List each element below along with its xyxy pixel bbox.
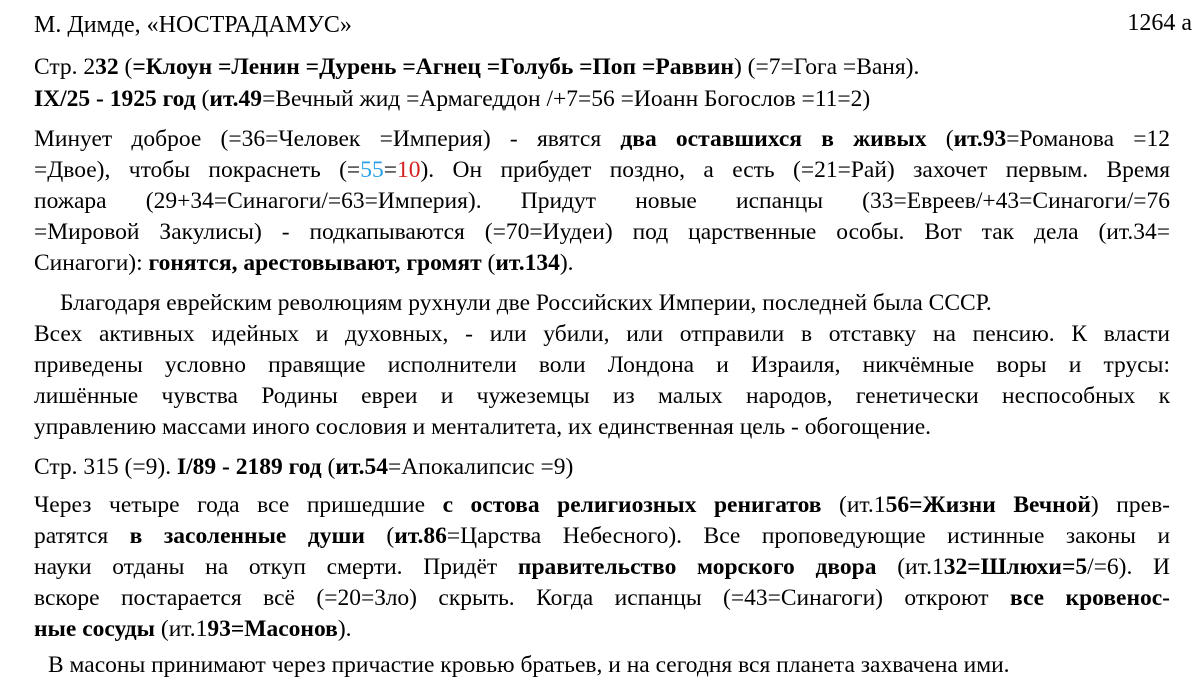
bold-text: =Клоун =Ленин =Дурень =Агнец =Голубь =Поп =Раввин bbox=[132, 54, 734, 80]
bold-text: ит.49 bbox=[209, 86, 263, 112]
text-run: =Двое), чтобы покраснеть (= bbox=[34, 157, 361, 183]
text-run: вскоре постарается всё (=20=Зло) скрыть. Когда испанцы (=43=Синагоги) откроют bbox=[34, 585, 1010, 611]
bold-text: ные сосуды bbox=[34, 616, 155, 642]
text-run: приведены условно правящие исполнители воли Лондона и Израиля, никчёмные воры и трусы: bbox=[34, 352, 1170, 378]
text-run: Стр. 315 (=9). bbox=[34, 454, 177, 480]
text-line bbox=[60, 288, 992, 318]
text-run: Минует доброе (=36=Человек =Империя) - явятся bbox=[34, 126, 621, 152]
text-run: Через четыре года все пришедшие bbox=[34, 492, 443, 518]
red-number: 10 bbox=[396, 157, 421, 183]
text-run: (ит.1 bbox=[876, 554, 944, 580]
text-line bbox=[34, 52, 919, 82]
text-run: Всех активных идейных и духовных, - или убили, или отправили в отставку на пенсию. К власти bbox=[34, 321, 1170, 347]
text-line bbox=[34, 452, 573, 482]
text-run: ( bbox=[321, 454, 336, 480]
text-run: (ит.1 bbox=[821, 492, 886, 518]
text-line bbox=[34, 350, 1170, 380]
text-run: пожара (29+34=Синагоги/=63=Империя). Придут новые испанцы (33=Евреев/+43=Синагоги/=76 bbox=[34, 188, 1170, 214]
bold-text: два оставшихся в живых bbox=[620, 126, 927, 152]
text-line bbox=[34, 412, 931, 442]
text-run: =Романова =12 bbox=[1006, 126, 1170, 152]
text-line bbox=[34, 248, 574, 278]
text-run: лишённые чувства Родины евреи и чужеземцы из малых народов, генетически неспособных к bbox=[34, 383, 1170, 409]
text-run: ) прев- bbox=[1090, 492, 1170, 518]
text-run: ( bbox=[364, 523, 395, 549]
text-line bbox=[48, 650, 1010, 680]
text-run: Благодаря еврейским революциям рухнули две Российских Империи, последней была СССР. bbox=[60, 290, 992, 316]
bold-text: все кровенос- bbox=[1009, 585, 1170, 611]
text-run: /=6). И bbox=[1087, 554, 1170, 580]
text-run: управлению массами иного сословия и менталитета, их единственная цель - обогощение. bbox=[34, 414, 932, 440]
bold-text: в засоленные души bbox=[129, 523, 365, 549]
text-run: ( bbox=[118, 54, 133, 80]
bold-text: 32=Шлюхи=5 bbox=[943, 554, 1088, 580]
text-run: Синагоги): bbox=[34, 250, 149, 276]
text-line bbox=[34, 155, 1170, 185]
text-run: ( bbox=[481, 250, 496, 276]
header-author-title: М. Димде, «НОСТРАДАМУС» bbox=[34, 12, 352, 38]
text-line bbox=[34, 583, 1170, 613]
text-run: ) (=7=Гога =Ваня). bbox=[733, 54, 920, 80]
bold-text: 56=Жизни Вечной bbox=[885, 492, 1091, 518]
blue-number: 55 bbox=[360, 157, 384, 183]
text-line bbox=[34, 124, 1170, 154]
text-line bbox=[34, 490, 1170, 520]
text-run: В масоны принимают через причастие кровью братьев, и на сегодня вся планета захвачена ими. bbox=[48, 652, 1010, 678]
text-run: ). bbox=[337, 616, 352, 642]
text-run: = bbox=[383, 157, 397, 183]
text-run: ратятся bbox=[34, 523, 130, 549]
text-line bbox=[34, 186, 1170, 216]
text-run: Стр. 2 bbox=[34, 54, 96, 80]
text-run: =Вечный жид =Армагеддон /+7=56 =Иоанн Богослов =11=2) bbox=[262, 86, 871, 112]
text-line bbox=[34, 552, 1170, 582]
bold-text: ит.93 bbox=[953, 126, 1007, 152]
text-run: =Мировой Закулисы) - подкапываются (=70=Иудеи) под царственные особы. Вот так дела (ит.34= bbox=[34, 219, 1170, 245]
text-run: науки отданы на откуп смерти. Придёт bbox=[34, 554, 518, 580]
bold-text: ит.134 bbox=[495, 250, 560, 276]
text-line bbox=[34, 614, 352, 644]
text-run: ( bbox=[195, 86, 210, 112]
bold-text: ит.54 bbox=[335, 454, 389, 480]
bold-text: правительство морского двора bbox=[517, 554, 877, 580]
text-run: =Царства Небесного). Все проповедующие истинные законы и bbox=[446, 523, 1171, 549]
text-run: (ит.1 bbox=[155, 616, 208, 642]
text-line bbox=[34, 84, 870, 114]
text-line bbox=[34, 319, 1170, 349]
bold-text: ит.86 bbox=[394, 523, 447, 549]
text-line bbox=[34, 381, 1170, 411]
text-run: =Апокалипсис =9) bbox=[388, 454, 574, 480]
bold-text: гонятся, арестовывают, громят bbox=[148, 250, 482, 276]
bold-text: 32 bbox=[95, 54, 119, 80]
page-number: 1264 а bbox=[1127, 10, 1192, 36]
text-run: ). bbox=[559, 250, 574, 276]
bold-text: IX/25 - 1925 год bbox=[34, 86, 196, 112]
bold-text: 93=Масонов bbox=[207, 616, 338, 642]
text-run: ). Он прибудет поздно, а есть (=21=Рай) захочет первым. Время bbox=[420, 157, 1171, 183]
bold-text: I/89 - 2189 год bbox=[176, 454, 322, 480]
text-line bbox=[34, 217, 1170, 247]
bold-text: с остова религиозных ренигатов bbox=[442, 492, 822, 518]
text-run: ( bbox=[926, 126, 954, 152]
text-line bbox=[34, 521, 1170, 551]
